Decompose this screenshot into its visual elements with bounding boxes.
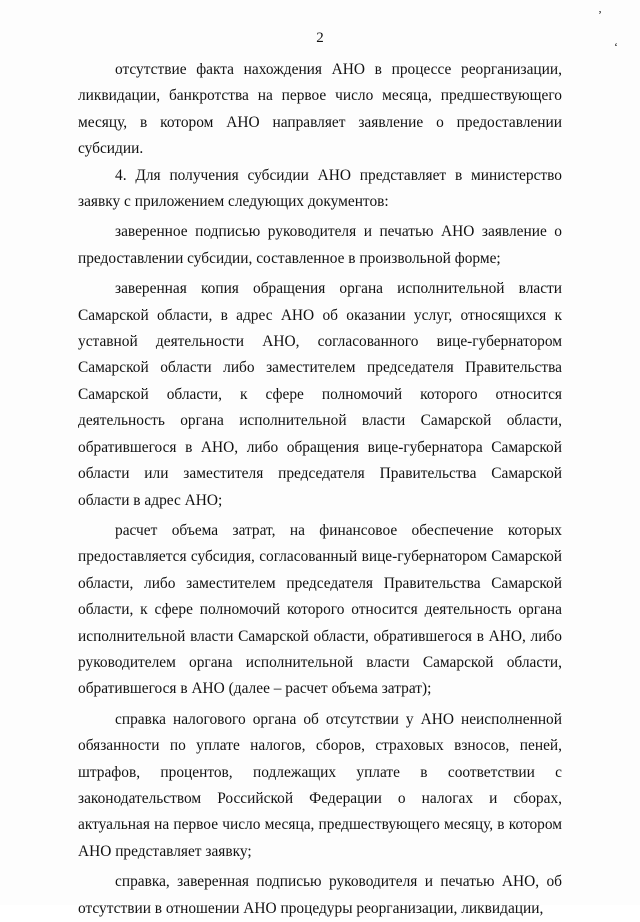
scan-artifact-mark: ʻ	[614, 40, 618, 54]
paragraph-cost-calculation: расчет объема затрат, на финансовое обеспечение которых предоставляется субсидия, согласованный вице-губернатором Самарской области, либо заместителем председателя Правительства Самарской области, к сфере полномочий которого относится деятельность органа исполнительной власти Самарской области, обратившегося в АНО, либо руководителем органа исполнительной власти Самарской области, обратившегося в АНО (далее – расчет объема затрат);	[78, 521, 562, 698]
page-number: 2	[316, 30, 324, 46]
paragraph-signed-application: заверенное подписью руководителя и печатью АНО заявление о предоставлении субсидии, составленное в произвольной форме;	[78, 223, 562, 267]
paragraph-tax-certificate: справка налогового органа об отсутствии у АНО неисполненной обязанности по уплате налогов, сборов, страховых взносов, пеней, штрафов, процентов, подлежащих уплате в соответствии с законодательством Российской Федерации о налогах и сборах, актуальная на первое число месяца, предшествующего месяцу, в котором АНО представляет заявку;	[78, 710, 562, 860]
scan-artifact-mark: ʼ	[598, 8, 602, 22]
document-body	[78, 57, 562, 922]
paragraph-absence-of-reorganization: отсутствие факта нахождения АНО в процессе реорганизации, ликвидации, банкротства на первое число месяца, предшествующего месяцу, в котором АНО направляет заявление о предоставлении субсидии.	[78, 61, 562, 158]
paragraph-certified-copy-appeal: заверенная копия обращения органа исполнительной власти Самарской области, в адрес АНО об оказании услуг, относящихся к уставной деятельности АНО, согласованного вице-губернатором Самарской области либо заместителем председателя Правительства Самарской области, к сфере полномочий которого относится деятельность органа исполнительной власти Самарской области, обратившегося в АНО, либо обращения вице-губернатора Самарской области или заместителя председателя Правительства Самарской области в адрес АНО;	[78, 280, 562, 509]
paragraph-reorganization-certificate: справка, заверенная подписью руководителя и печатью АНО, об отсутствии в отношении АНО процедуры реорганизации, ликвидации,	[78, 873, 562, 917]
paragraph-item-4-application: 4. Для получения субсидии АНО представляет в министерство заявку с приложением следующих документов:	[78, 166, 562, 211]
